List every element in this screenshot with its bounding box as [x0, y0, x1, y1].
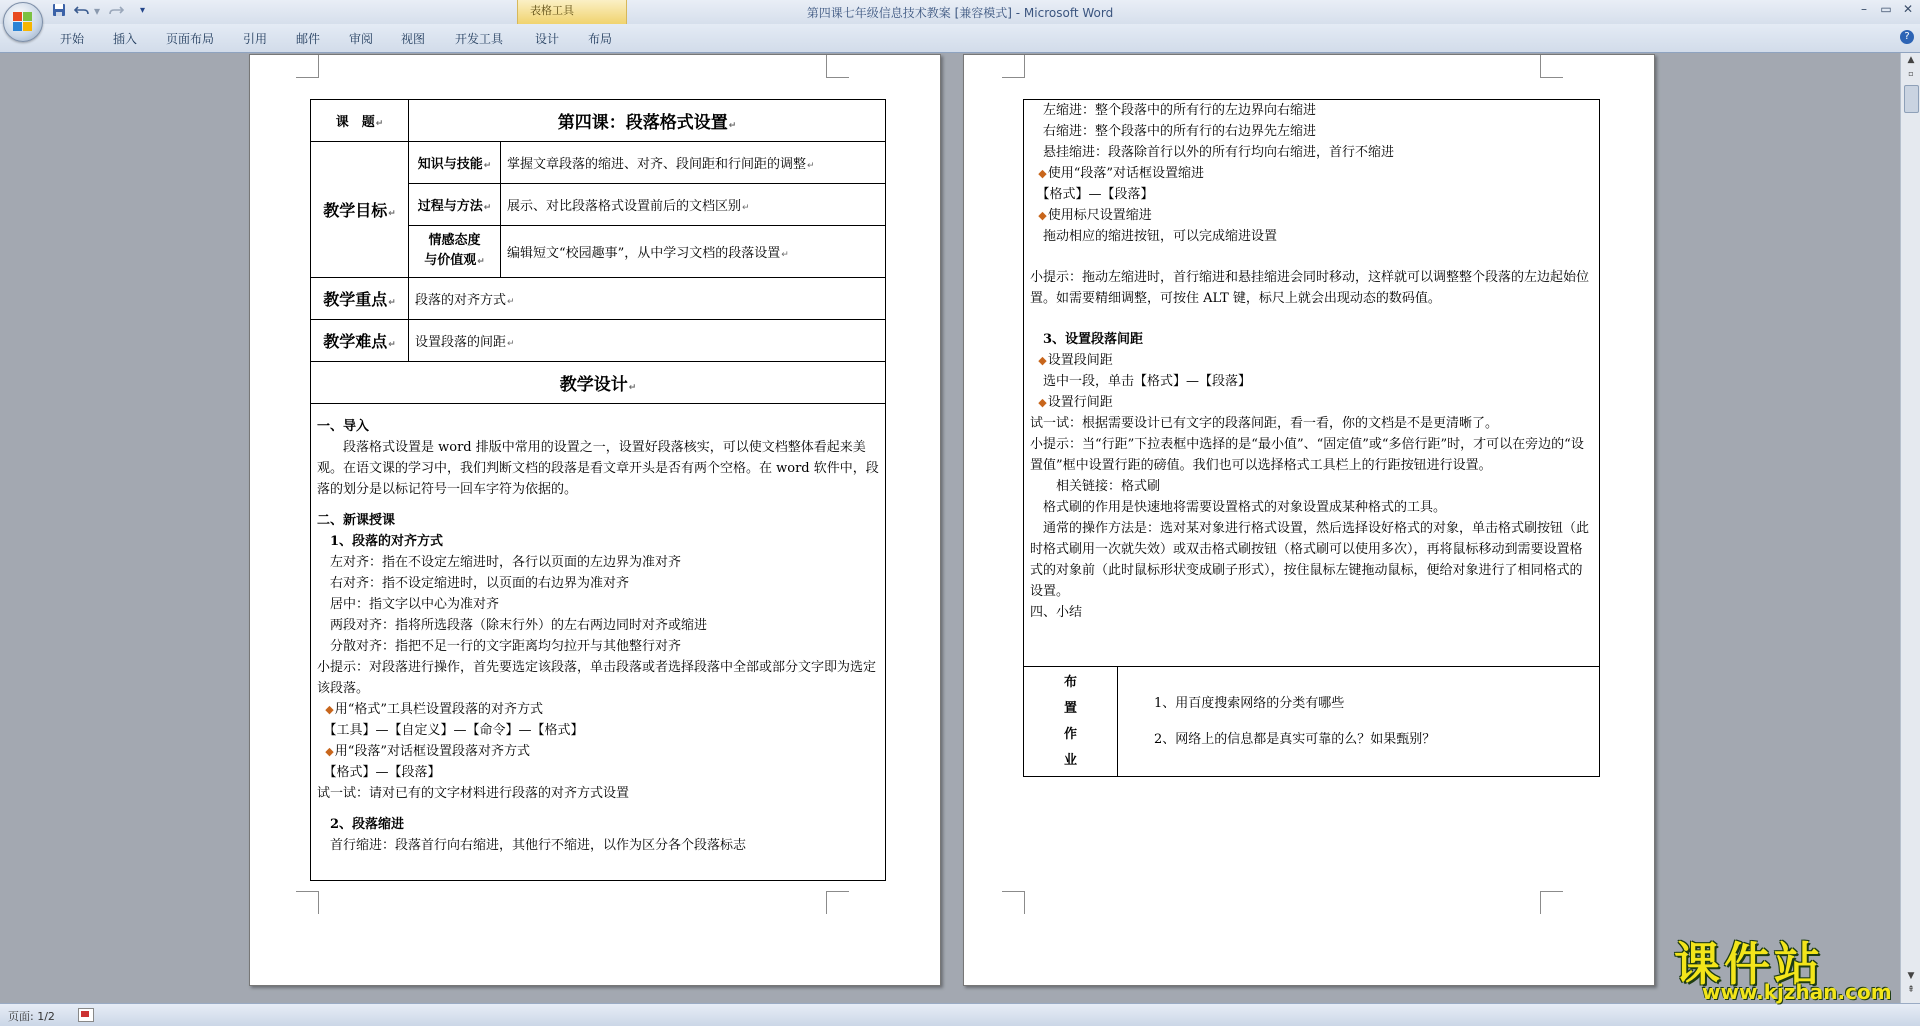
- lesson-continued-table: [1023, 99, 1600, 777]
- homework-item: 2、网络上的信息都是真实可靠的么？如果甄别？: [1154, 731, 1436, 747]
- paragraph: 试一试：请对已有的文字材料进行段落的对齐方式设置: [317, 786, 630, 801]
- ruler-toggle-icon[interactable]: ▫: [1908, 69, 1914, 78]
- table-tools-label: 表格工具: [530, 4, 574, 17]
- bullet-icon: ◆: [1038, 209, 1047, 222]
- tab-review[interactable]: 审阅: [349, 32, 374, 46]
- scroll-thumb[interactable]: [1904, 85, 1919, 113]
- tab-design[interactable]: 设计: [535, 32, 560, 46]
- design-body-text: [317, 416, 879, 856]
- paragraph: 通常的操作方法是：选对某对象进行格式设置，然后选择设好格式的对象，单击格式刷按钮（此时格式刷用一次就失效）或双击格式刷按钮（格式刷可以使用多次），再将鼠标移动到需要设置格式的对象前（此时鼠标形状变成刷子形式），按住鼠标左键拖动鼠标，便给对象进行了相同格式的设置。: [1030, 521, 1590, 599]
- objective-attitude-label: 情感态度 与价值观↵: [409, 226, 501, 278]
- homework-label: 布 置 作 业: [1024, 667, 1118, 777]
- bullet-icon: ◆: [1038, 354, 1047, 367]
- undo-dropdown-icon[interactable]: ▾: [94, 4, 101, 18]
- tip-paragraph: 小提示：拖动左缩进时，首行缩进和悬挂缩进会同时移动，这样就可以调整整个段落的左边起始位置。如需要精细调整，可按住 ALT 键，标尺上就会出现动态的数码值。: [1030, 270, 1590, 306]
- document-page-1[interactable]: [249, 54, 941, 986]
- paragraph: 拖动相应的缩进按钮，可以完成缩进设置: [1030, 229, 1278, 244]
- objective-knowledge-value: 掌握文章段落的缩进、对齐、段间距和行间距的调整↵: [501, 142, 886, 184]
- bullet-icon: ◆: [1038, 167, 1047, 180]
- close-icon[interactable]: ✕: [1902, 2, 1914, 16]
- redo-icon[interactable]: [108, 3, 124, 19]
- paragraph: 首行缩进：段落首行向右缩进，其他行不缩进，以作为区分各个段落标志: [317, 838, 747, 853]
- objective-attitude-value: 编辑短文“校园趣事”，从中学习文档的段落设置↵: [501, 226, 886, 278]
- tab-insert[interactable]: 插入: [113, 32, 138, 46]
- topic-label: 课 题↵: [311, 100, 409, 142]
- crop-mark: [296, 891, 319, 914]
- paragraph: 格式刷的作用是快速地将需要设置格式的对象设置成某种格式的工具。: [1030, 500, 1447, 515]
- subsection-heading: 2、段落缩进: [317, 817, 405, 832]
- lesson-info-table: [310, 99, 886, 881]
- tab-references[interactable]: 引用: [243, 32, 268, 46]
- watermark-logo: [1662, 928, 1902, 1003]
- crop-mark: [1002, 55, 1025, 78]
- paragraph: 段落格式设置是 word 排版中常用的设置之一，设置好段落核实，可以使文档整体看起来美观。在语文课的学习中，我们判断文档的段落是看文章开头是否有两个空格。在 word 软件中，段落的划分是以标记符号一回车字符为依据的。: [317, 440, 879, 497]
- tip-paragraph: 小提示：当“行距”下拉表框中选择的是“最小值”、“固定值”或“多倍行距”时，才可以在旁边的“设置值”框中设置行距的磅值。我们也可以选择格式工具栏上的行距按钮进行设置。: [1030, 437, 1584, 473]
- table-tools-group: [517, 0, 627, 24]
- objective-process-label: 过程与方法↵: [409, 184, 501, 226]
- bullet-item: ◆用“格式”工具栏设置段落的对齐方式: [325, 702, 544, 717]
- paragraph: 右对齐：指不设定缩进时，以页面的右边界为准对齐: [317, 576, 630, 591]
- ribbon-tabs: [0, 24, 1920, 53]
- vertical-scrollbar[interactable]: [1900, 53, 1920, 1003]
- bullet-item: ◆设置行间距: [1038, 395, 1113, 410]
- design-title: 教学设计↵: [311, 362, 886, 404]
- paragraph: 相关链接：格式刷: [1030, 479, 1161, 494]
- window-title: 第四课七年级信息技术教案 [兼容模式] - Microsoft Word: [806, 6, 1114, 20]
- paragraph: 居中：指文字以中心为准对齐: [317, 597, 500, 612]
- help-icon[interactable]: ?: [1900, 30, 1914, 44]
- crop-mark: [296, 55, 319, 78]
- section-heading: 二、新课授课: [317, 513, 396, 528]
- proofing-icon[interactable]: [78, 1008, 94, 1022]
- design-body: [311, 404, 886, 881]
- difficulty-value: 设置段落的间距↵: [409, 320, 886, 362]
- paragraph: 左缩进：整个段落中的所有行的左边界向右缩进: [1030, 103, 1317, 118]
- office-logo-icon: [13, 12, 33, 32]
- scroll-down-icon[interactable]: ▼: [1907, 971, 1915, 981]
- paragraph: 两段对齐：指将所选段落（除末行外）的左右两边同时对齐或缩进: [317, 618, 708, 633]
- office-button[interactable]: [3, 2, 43, 42]
- crop-mark: [826, 55, 849, 78]
- subsection-heading: 3、设置段落间距: [1030, 332, 1144, 347]
- paragraph: 【格式】—【段落】: [317, 765, 441, 780]
- objectives-label: 教学目标↵: [311, 142, 409, 278]
- bullet-icon: ◆: [325, 703, 334, 716]
- tab-view[interactable]: 视图: [401, 32, 426, 46]
- paragraph: 悬挂缩进：段落除首行以外的所有行均向右缩进，首行不缩进: [1030, 145, 1395, 160]
- tip-paragraph: 小提示：对段落进行操作，首先要选定该段落，单击段落或者选择段落中全部或部分文字即为选定该段落。: [317, 660, 877, 696]
- save-icon[interactable]: [52, 3, 66, 19]
- crop-mark: [1540, 891, 1563, 914]
- page-indicator[interactable]: 页面: 1/2: [8, 1010, 55, 1023]
- design-body-continued: [1024, 100, 1600, 667]
- tab-mailings[interactable]: 邮件: [296, 32, 321, 46]
- objective-process-value: 展示、对比段落格式设置前后的文档区别↵: [501, 184, 886, 226]
- bullet-item: ◆设置段间距: [1038, 353, 1113, 368]
- lesson-title: 第四课：段落格式设置↵: [409, 100, 886, 142]
- section-heading: 一、导入: [317, 419, 370, 434]
- tab-page-layout[interactable]: 页面布局: [166, 32, 215, 46]
- design-body-text: [1030, 100, 1593, 623]
- document-page-2[interactable]: [963, 54, 1655, 986]
- watermark-title: 课件站: [1674, 937, 1824, 991]
- homework-item: 1、用百度搜索网络的分类有哪些: [1154, 695, 1345, 711]
- objective-knowledge-label: 知识与技能↵: [409, 142, 501, 184]
- undo-icon[interactable]: [74, 3, 90, 19]
- paragraph: 【格式】—【段落】: [1030, 187, 1154, 202]
- scroll-up-icon[interactable]: ▲: [1907, 55, 1915, 65]
- tab-home[interactable]: 开始: [60, 32, 85, 46]
- minimize-icon[interactable]: –: [1861, 2, 1867, 16]
- paragraph: 左对齐：指在不设定左缩进时，各行以页面的左边界为准对齐: [317, 555, 682, 570]
- key-point-value: 段落的对齐方式↵: [409, 278, 886, 320]
- paragraph: 选中一段，单击【格式】—【段落】: [1030, 374, 1252, 389]
- section-heading: 四、小结: [1030, 605, 1083, 620]
- customize-toolbar-icon[interactable]: ▾: [140, 5, 146, 16]
- crop-mark: [1002, 891, 1025, 914]
- status-bar: [0, 1003, 1920, 1026]
- paragraph: 分散对齐：指把不足一行的文字距离均匀拉开与其他整行对齐: [317, 639, 682, 654]
- crop-mark: [826, 891, 849, 914]
- tab-layout[interactable]: 布局: [588, 32, 613, 46]
- watermark-url: www.kjzhan.com: [1702, 980, 1892, 1004]
- paragraph: 右缩进：整个段落中的所有行的右边界先左缩进: [1030, 124, 1317, 139]
- crop-mark: [1540, 55, 1563, 78]
- paragraph: 【工具】—【自定义】—【命令】—【格式】: [317, 723, 584, 738]
- difficulty-label: 教学难点↵: [311, 320, 409, 362]
- bullet-item: ◆用“段落”对话框设置段落对齐方式: [325, 744, 531, 759]
- previous-page-icon[interactable]: ⇞: [1907, 985, 1915, 995]
- bullet-icon: ◆: [325, 745, 334, 758]
- paragraph: 试一试：根据需要设计已有文字的段落间距，看一看，你的文档是不是更清晰了。: [1030, 416, 1499, 431]
- bullet-icon: ◆: [1038, 396, 1047, 409]
- key-point-label: 教学重点↵: [311, 278, 409, 320]
- homework-items: [1118, 667, 1600, 777]
- subsection-heading: 1、段落的对齐方式: [317, 534, 444, 549]
- tab-developer[interactable]: 开发工具: [455, 32, 504, 46]
- bullet-item: ◆使用“段落”对话框设置缩进: [1038, 166, 1205, 181]
- maximize-icon[interactable]: ▭: [1880, 2, 1892, 16]
- bullet-item: ◆使用标尺设置缩进: [1038, 208, 1152, 223]
- title-bar: [0, 0, 1920, 24]
